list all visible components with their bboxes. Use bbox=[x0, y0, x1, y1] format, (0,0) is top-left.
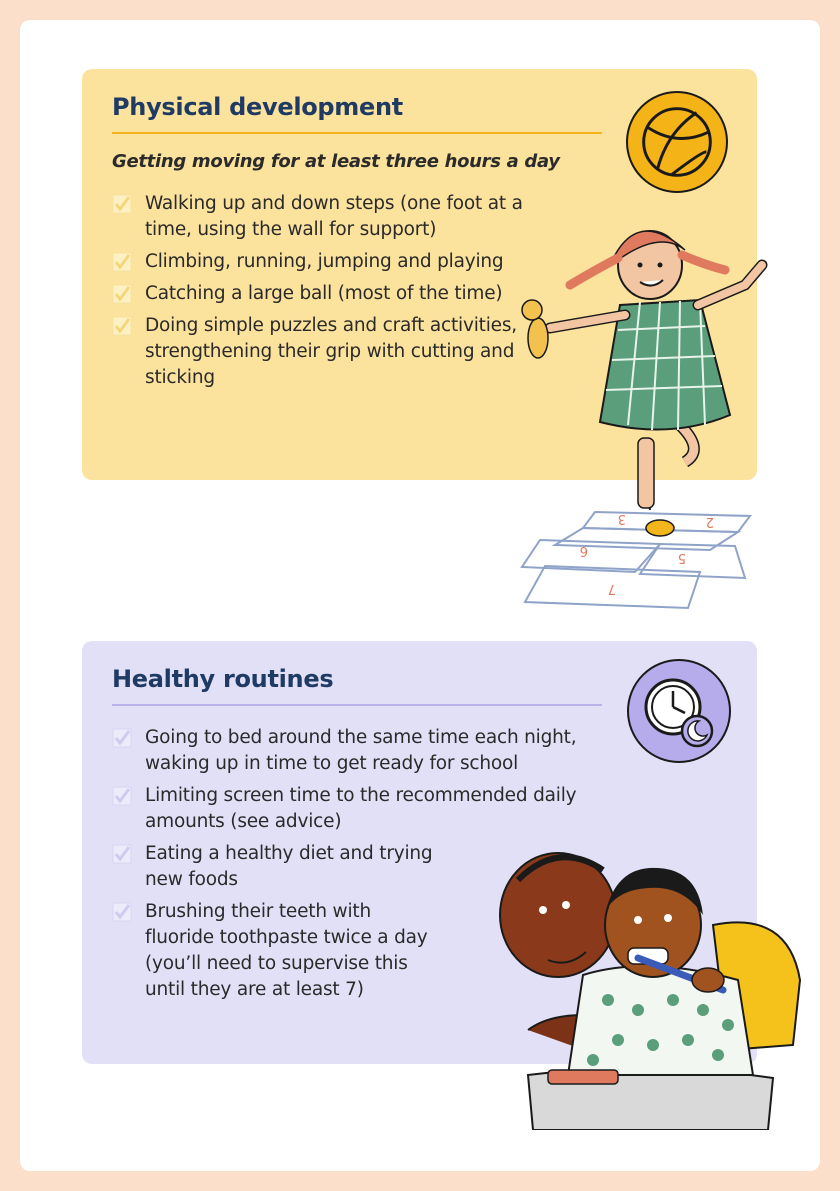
list-item-text: Limiting screen time to the recommended daily amounts (see advice) bbox=[145, 785, 577, 832]
checkbox-tick-icon bbox=[112, 728, 132, 748]
list-item-text: Catching a large ball (most of the time) bbox=[145, 283, 503, 304]
checkbox-tick-icon bbox=[112, 284, 132, 304]
clock-moon-icon bbox=[627, 659, 731, 763]
checkbox-tick-icon bbox=[112, 194, 132, 214]
list-item bbox=[112, 899, 442, 1003]
checkbox-tick-icon bbox=[112, 844, 132, 864]
hopscotch-number: 5 bbox=[677, 550, 686, 565]
list-item-text: Eating a healthy diet and trying new foods bbox=[145, 843, 433, 890]
list-item bbox=[112, 783, 612, 835]
healthy-routines-title: Healthy routines bbox=[112, 665, 334, 693]
list-item bbox=[112, 841, 452, 893]
toothbrushing-illustration bbox=[488, 840, 808, 1130]
checkbox-tick-icon bbox=[112, 316, 132, 336]
list-item-text: Doing simple puzzles and craft activities, strengthening their grip with cutting and sticking bbox=[145, 315, 517, 388]
list-item bbox=[112, 249, 542, 275]
girl-hopscotch-illustration bbox=[500, 210, 790, 615]
title-underline bbox=[112, 132, 602, 134]
checkbox-tick-icon bbox=[112, 902, 132, 922]
hopscotch-number: 6 bbox=[579, 543, 588, 558]
list-item bbox=[112, 281, 542, 307]
hopscotch-number: 3 bbox=[617, 511, 626, 526]
title-underline bbox=[112, 704, 602, 706]
list-item-text: Brushing their teeth with fluoride toothpaste twice a day (you’ll need to supervise this until they are at least 7) bbox=[145, 901, 428, 1000]
physical-subtitle: Getting moving for at least three hours a day bbox=[112, 151, 560, 172]
list-item bbox=[112, 725, 612, 777]
hopscotch-number: 2 bbox=[705, 514, 714, 529]
basketball-icon bbox=[626, 91, 728, 193]
list-item-text: Walking up and down steps (one foot at a time, using the wall for support) bbox=[145, 193, 523, 240]
list-item bbox=[112, 313, 542, 391]
checkbox-tick-icon bbox=[112, 786, 132, 806]
hopscotch-number: 7 bbox=[607, 581, 616, 596]
list-item bbox=[112, 191, 542, 243]
physical-checklist bbox=[112, 191, 542, 397]
list-item-text: Climbing, running, jumping and playing bbox=[145, 251, 504, 272]
checkbox-tick-icon bbox=[112, 252, 132, 272]
physical-development-title: Physical development bbox=[112, 93, 403, 121]
list-item-text: Going to bed around the same time each night, waking up in time to get ready for school bbox=[145, 727, 577, 774]
